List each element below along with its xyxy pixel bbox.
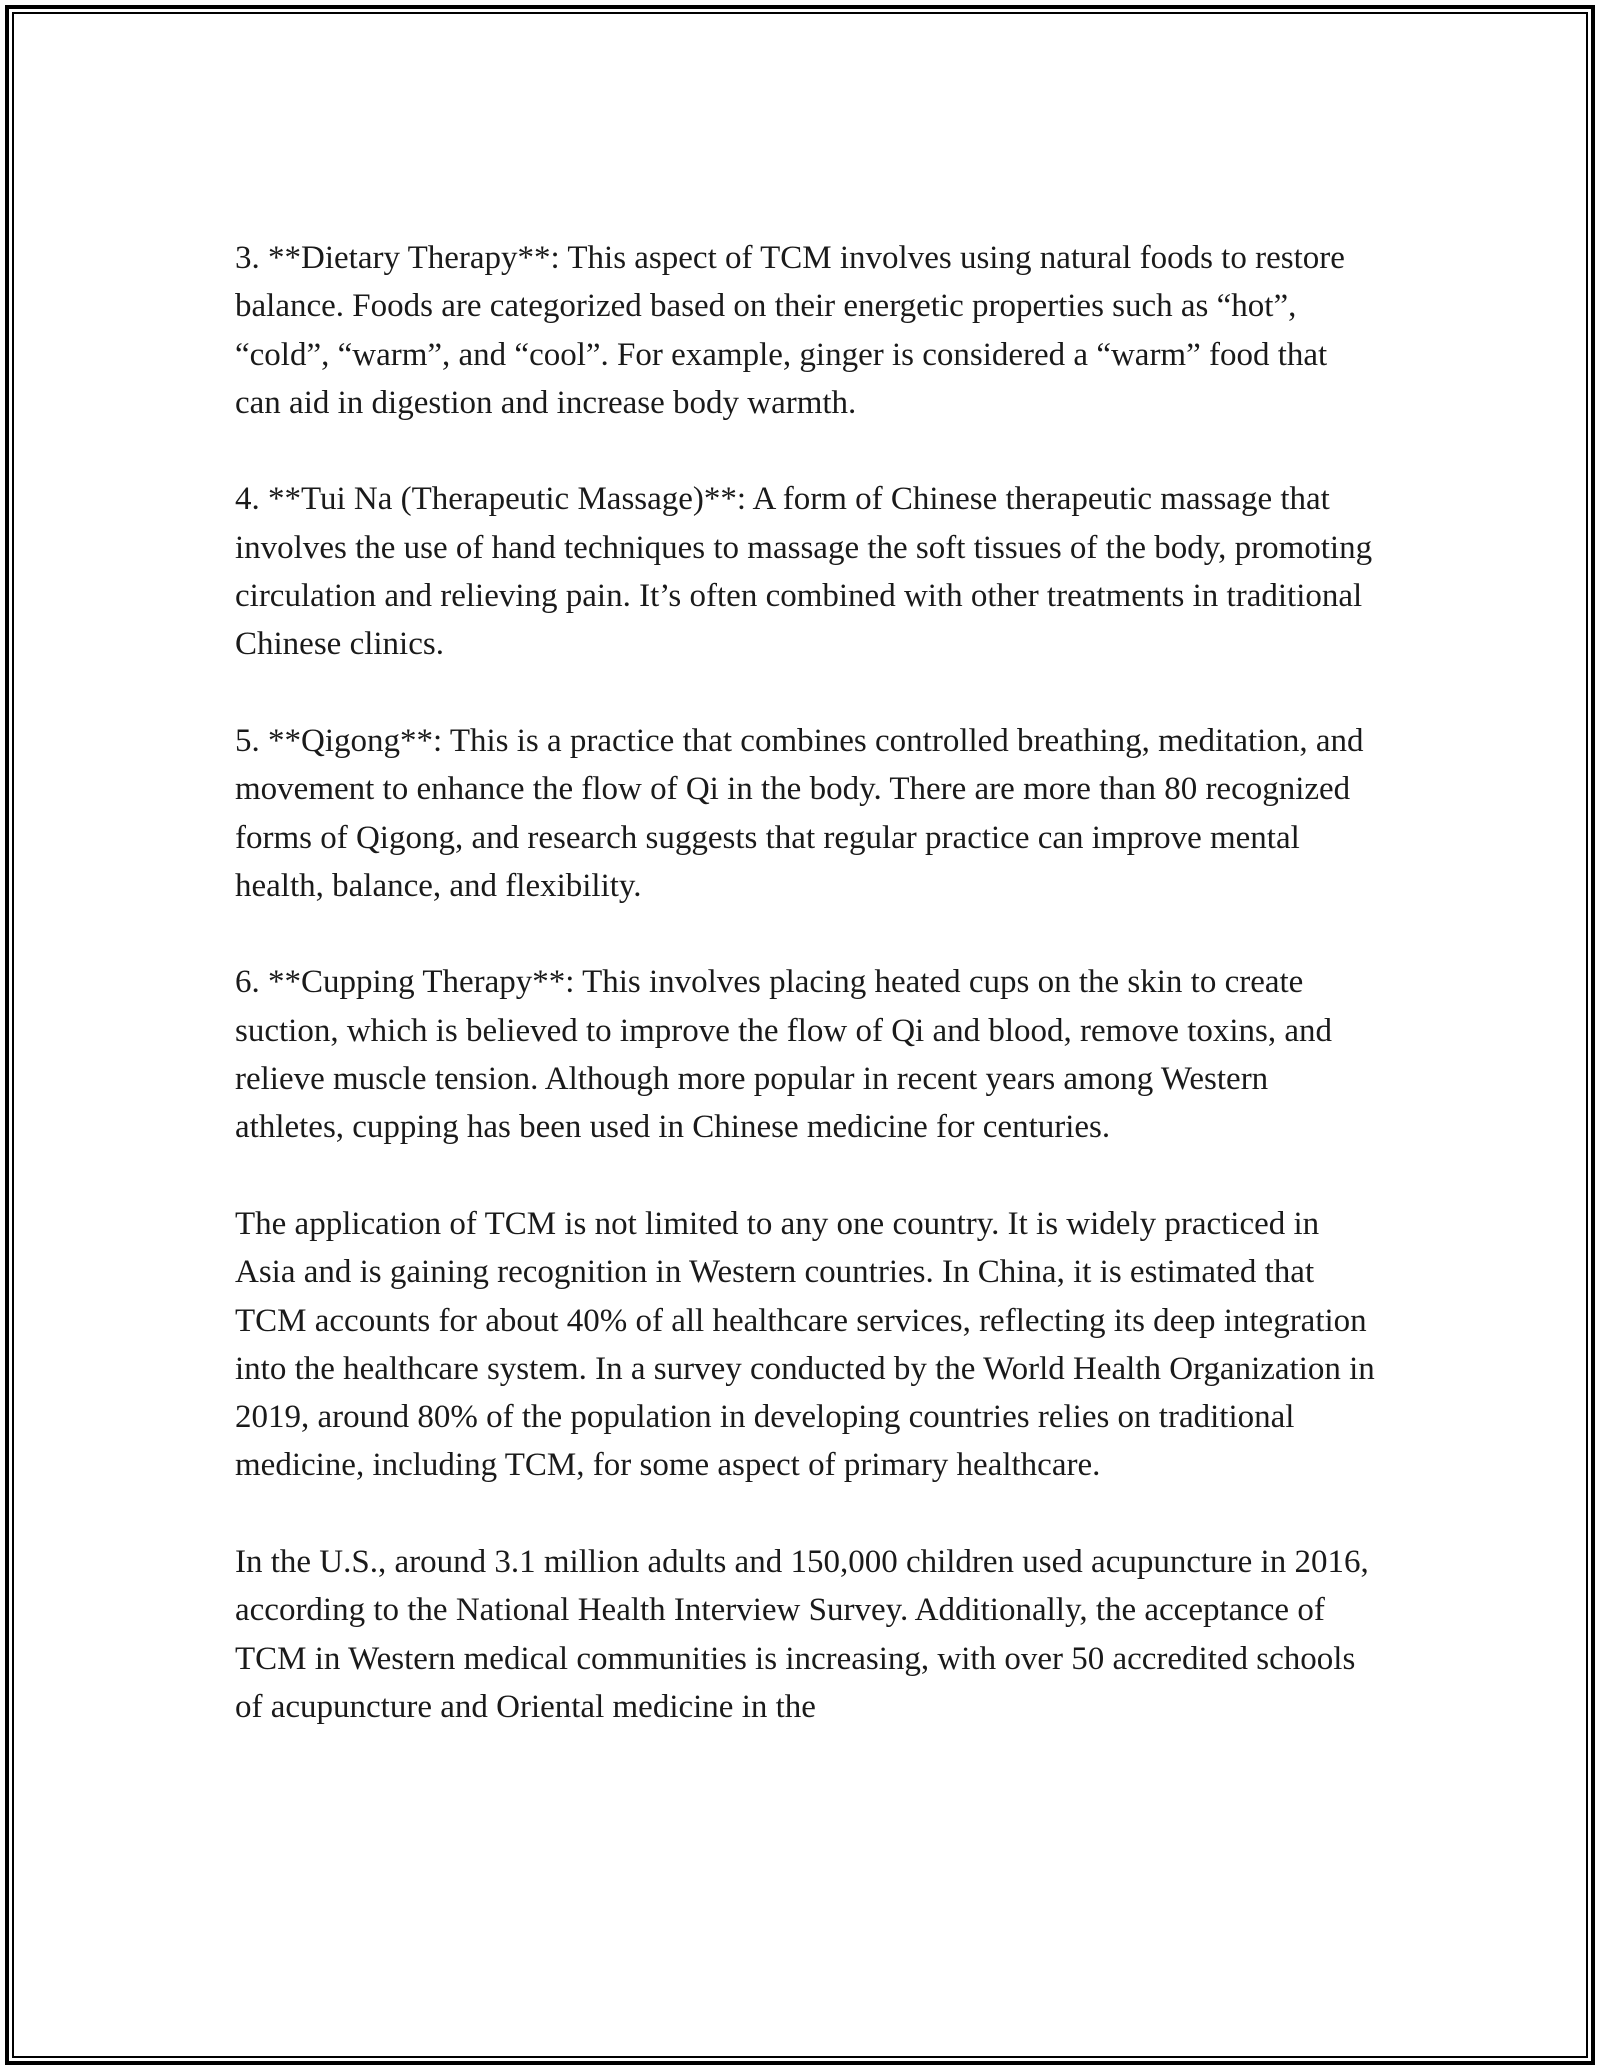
- document-body: [235, 234, 1375, 1731]
- paragraph-cupping-therapy: 6. **Cupping Therapy**: This involves placing heated cups on the skin to create suction, which is believed to improve the flow of Qi and blood, remove toxins, and relieve muscle tension. Although more popular in recent years among Western athletes, cupping has been used in Chinese medicine for centuries.: [235, 964, 1333, 1146]
- paragraph-dietary-therapy: 3. **Dietary Therapy**: This aspect of TCM involves using natural foods to restore balance. Foods are categorized based on their energetic properties such as “hot”, “cold”, “warm”, and “cool”. For example, ginger is considered a “warm” food that can aid in digestion and increase body warmth.: [235, 240, 1345, 421]
- paragraph-qigong: 5. **Qigong**: This is a practice that combines controlled breathing, meditation, and movement to enhance the flow of Qi in the body. There are more than 80 recognized forms of Qigong, and research suggests that regular practice can improve mental health, balance, and flexibility.: [235, 722, 1364, 904]
- paragraph-tcm-application: The application of TCM is not limited to any one country. It is widely practiced in Asia and is gaining recognition in Western countries. In China, it is estimated that TCM accounts for about 40% of all healthcare services, reflecting its deep integration into the healthcare system. In a survey conducted by the World Health Organization in 2019, around 80% of the population in developing countries relies on traditional medicine, including TCM, for some aspect of primary healthcare.: [235, 1205, 1375, 1484]
- paragraph-tcm-in-us: In the U.S., around 3.1 million adults and 150,000 children used acupuncture in 2016, according to the National Health Interview Survey. Additionally, the acceptance of TCM in Western medical communities is increasing, with over 50 accredited schools of acupuncture and Oriental medicine in the: [235, 1544, 1369, 1725]
- paragraph-tui-na: 4. **Tui Na (Therapeutic Massage)**: A form of Chinese therapeutic massage that involves the use of hand techniques to massage the soft tissues of the body, promoting circulation and relieving pain. It’s often combined with other treatments in traditional Chinese clinics.: [235, 481, 1373, 663]
